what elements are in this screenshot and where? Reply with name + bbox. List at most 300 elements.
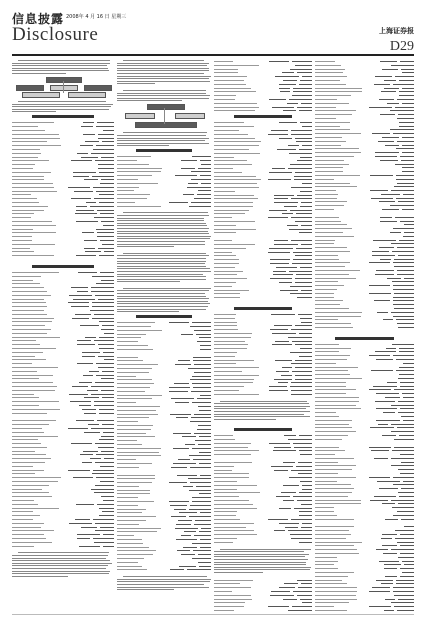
table-row	[214, 216, 312, 219]
table-row	[315, 373, 414, 376]
table-row	[315, 235, 414, 238]
table-row	[315, 590, 414, 593]
section-heading	[234, 115, 293, 118]
table-row	[12, 282, 114, 285]
table-row	[12, 495, 114, 498]
table-row	[315, 529, 414, 532]
table-row	[214, 355, 312, 358]
text-line	[12, 565, 108, 566]
table-row	[315, 510, 414, 513]
table-row	[12, 377, 114, 380]
table-row	[214, 526, 312, 529]
table-row	[12, 247, 114, 250]
table-row	[315, 582, 414, 585]
table-row	[12, 465, 114, 468]
text-line	[117, 309, 206, 310]
table-row	[315, 109, 414, 112]
text-line	[12, 571, 110, 572]
table-row	[214, 228, 312, 231]
text-line	[117, 68, 209, 69]
text-line	[12, 106, 111, 107]
section-heading	[136, 149, 192, 152]
table-row	[117, 321, 211, 324]
text-line	[117, 246, 174, 247]
text-line	[117, 279, 206, 280]
table-row	[12, 175, 114, 178]
table-row	[315, 231, 414, 234]
table-row	[117, 549, 211, 552]
table-row	[315, 396, 414, 399]
table-row	[315, 182, 414, 185]
text-line	[12, 560, 110, 561]
table-row	[12, 220, 114, 223]
table-row	[315, 388, 414, 391]
text-line	[117, 223, 206, 224]
table-row	[315, 556, 414, 559]
table-row	[315, 68, 414, 71]
table-row	[315, 499, 414, 502]
table-row	[117, 523, 211, 526]
date-line: 2008年 4 月 16 日 星期三	[66, 14, 127, 20]
diagram-box	[84, 85, 112, 91]
table-row	[315, 242, 414, 245]
table-row	[12, 419, 114, 422]
table-row	[214, 182, 312, 185]
table-row	[117, 542, 211, 545]
table-row	[315, 189, 414, 192]
table-row	[214, 582, 312, 585]
table-row	[12, 332, 114, 335]
table-row	[12, 362, 114, 365]
table-row	[117, 561, 211, 564]
text-line	[117, 263, 205, 264]
text-line	[117, 301, 208, 302]
table-row	[315, 64, 414, 67]
table-row	[117, 382, 211, 385]
masthead-rule	[12, 54, 414, 56]
table-row	[214, 340, 312, 343]
text-line	[117, 233, 209, 234]
text-line	[214, 567, 311, 568]
table-row	[315, 128, 414, 131]
text-line	[123, 253, 206, 254]
table-row	[117, 397, 211, 400]
table-row	[12, 400, 114, 403]
table-row	[315, 514, 414, 517]
table-row	[214, 75, 312, 78]
table-row	[214, 324, 312, 327]
table-row	[315, 411, 414, 414]
table-row	[117, 189, 211, 192]
table-row	[315, 269, 414, 272]
table-row	[214, 90, 312, 93]
text-line	[117, 231, 208, 232]
table-row	[315, 261, 414, 264]
text-line	[117, 78, 209, 79]
table-row	[315, 144, 414, 147]
table-row	[117, 435, 211, 438]
diagram-box	[125, 113, 155, 119]
table-row	[214, 491, 312, 494]
table-row	[315, 299, 414, 302]
table-row	[117, 511, 211, 514]
table-row	[315, 544, 414, 547]
table-row	[12, 355, 114, 358]
table-row	[315, 200, 414, 203]
table-row	[12, 393, 114, 396]
table-row	[315, 438, 414, 441]
org-diagram	[12, 77, 114, 97]
table-row	[12, 396, 114, 399]
table-row	[214, 586, 312, 589]
table-row	[12, 163, 114, 166]
table-row	[214, 296, 312, 299]
table-row	[12, 301, 114, 304]
table-row	[12, 298, 114, 301]
table-row	[315, 392, 414, 395]
text-line	[117, 579, 211, 580]
table-row	[315, 563, 414, 566]
table-row	[315, 296, 414, 299]
table-row	[12, 201, 114, 204]
table-row	[12, 254, 114, 257]
table-row	[214, 258, 312, 261]
table-row	[214, 321, 312, 324]
diagram-box	[46, 77, 82, 83]
table-row	[214, 449, 312, 452]
section-heading	[335, 337, 394, 340]
table-row	[12, 442, 114, 445]
table-row	[117, 474, 211, 477]
table-row	[315, 487, 414, 490]
table-row	[214, 186, 312, 189]
table-row	[12, 404, 114, 407]
table-row	[117, 530, 211, 533]
text-line	[117, 215, 209, 216]
diagram-box	[50, 85, 78, 91]
table-row	[214, 347, 312, 350]
table-row	[315, 571, 414, 574]
table-row	[12, 381, 114, 384]
table-row	[12, 499, 114, 502]
table-row	[214, 144, 312, 147]
table-row	[117, 344, 211, 347]
text-line	[117, 228, 209, 229]
table-row	[117, 500, 211, 503]
table-row	[315, 258, 414, 261]
table-row	[12, 370, 114, 373]
table-row	[214, 507, 312, 510]
table-row	[315, 155, 414, 158]
table-row	[12, 518, 114, 521]
table-row	[315, 292, 414, 295]
table-row	[214, 366, 312, 369]
section-heading	[32, 265, 93, 268]
table-row	[315, 280, 414, 283]
text-line	[117, 268, 210, 269]
text-line	[220, 549, 311, 550]
table-row	[117, 546, 211, 549]
table-row	[315, 495, 414, 498]
english-title: Disclosure	[12, 24, 99, 45]
text-line	[117, 138, 209, 139]
text-line	[117, 296, 206, 297]
table-row	[214, 224, 312, 227]
table-row	[12, 286, 114, 289]
text-line	[12, 63, 110, 64]
table-row	[12, 190, 114, 193]
table-row	[117, 159, 211, 162]
table-row	[117, 481, 211, 484]
text-line	[12, 68, 108, 69]
table-row	[315, 483, 414, 486]
table-row	[12, 427, 114, 430]
table-row	[214, 537, 312, 540]
table-row	[12, 216, 114, 219]
table-row	[214, 594, 312, 597]
table-row	[214, 171, 312, 174]
table-row	[117, 489, 211, 492]
table-row	[315, 223, 414, 226]
table-row	[315, 400, 414, 403]
table-row	[315, 560, 414, 563]
table-row	[214, 469, 312, 472]
table-row	[117, 340, 211, 343]
table-row	[214, 362, 312, 365]
table-row	[12, 385, 114, 388]
table-row	[117, 565, 211, 568]
table-row	[117, 508, 211, 511]
table-row	[315, 366, 414, 369]
section-title: 信息披露	[12, 12, 65, 26]
table-row	[12, 137, 114, 140]
table-row	[117, 174, 211, 177]
table-row	[214, 438, 312, 441]
text-line	[117, 70, 209, 71]
text-line	[117, 581, 210, 582]
table-row	[12, 133, 114, 136]
table-row	[214, 488, 312, 491]
table-row	[214, 60, 312, 63]
table-row	[315, 506, 414, 509]
table-row	[214, 313, 312, 316]
table-row	[214, 64, 312, 67]
text-line	[117, 93, 206, 94]
table-row	[214, 125, 312, 128]
table-row	[12, 435, 114, 438]
column-3	[214, 60, 312, 612]
table-row	[214, 522, 312, 525]
table-row	[315, 347, 414, 350]
table-row	[117, 375, 211, 378]
table-row	[315, 381, 414, 384]
table-row	[12, 389, 114, 392]
table-row	[12, 121, 114, 124]
text-line	[117, 261, 206, 262]
table-row	[12, 178, 114, 181]
table-row	[315, 407, 414, 410]
text-line	[117, 65, 207, 66]
table-row	[117, 557, 211, 560]
table-row	[12, 313, 114, 316]
text-line	[12, 73, 66, 74]
table-row	[214, 205, 312, 208]
table-row	[315, 239, 414, 242]
table-row	[214, 277, 312, 280]
table-row	[117, 504, 211, 507]
table-row	[12, 453, 114, 456]
table-row	[315, 87, 414, 90]
table-row	[214, 137, 312, 140]
table-row	[315, 60, 414, 63]
table-row	[214, 605, 312, 608]
text-line	[214, 551, 304, 552]
table-row	[315, 343, 414, 346]
diagram-box	[68, 92, 106, 98]
table-row	[315, 318, 414, 321]
table-row	[315, 575, 414, 578]
table-row	[117, 356, 211, 359]
table-row	[315, 125, 414, 128]
table-row	[117, 205, 211, 208]
org-diagram	[117, 104, 211, 128]
text-line	[117, 290, 209, 291]
table-row	[315, 594, 414, 597]
table-row	[214, 476, 312, 479]
text-line	[214, 556, 305, 557]
table-row	[214, 317, 312, 320]
table-row	[214, 514, 312, 517]
table-row	[214, 94, 312, 97]
table-row	[12, 408, 114, 411]
table-row	[315, 601, 414, 604]
table-row	[214, 442, 312, 445]
table-row	[315, 533, 414, 536]
table-row	[315, 605, 414, 608]
table-row	[12, 140, 114, 143]
table-row	[117, 386, 211, 389]
table-row	[12, 182, 114, 185]
table-row	[214, 351, 312, 354]
section-heading	[234, 428, 293, 431]
table-row	[117, 155, 211, 158]
table-row	[315, 404, 414, 407]
text-line	[117, 63, 209, 64]
table-row	[12, 197, 114, 200]
table-row	[12, 529, 114, 532]
table-row	[117, 477, 211, 480]
table-row	[117, 485, 211, 488]
table-row	[214, 270, 312, 273]
table-row	[12, 446, 114, 449]
table-row	[12, 412, 114, 415]
table-row	[12, 347, 114, 350]
text-line	[12, 573, 109, 574]
table-row	[315, 567, 414, 570]
table-row	[12, 209, 114, 212]
text-line	[220, 401, 307, 402]
table-row	[315, 377, 414, 380]
masthead	[12, 10, 414, 56]
table-row	[315, 311, 414, 314]
table-row	[117, 401, 211, 404]
table-row	[315, 147, 414, 150]
table-row	[12, 279, 114, 282]
table-row	[214, 220, 312, 223]
table-row	[117, 447, 211, 450]
text-line	[117, 258, 206, 259]
table-row	[315, 288, 414, 291]
text-line	[12, 111, 56, 112]
table-row	[315, 518, 414, 521]
table-row	[12, 537, 114, 540]
table-row	[214, 79, 312, 82]
text-line	[117, 81, 210, 82]
table-row	[117, 170, 211, 173]
table-row	[12, 503, 114, 506]
table-row	[12, 235, 114, 238]
table-row	[315, 273, 414, 276]
table-row	[315, 609, 414, 612]
text-line	[12, 109, 109, 110]
table-row	[117, 538, 211, 541]
table-row	[12, 328, 114, 331]
table-row	[315, 326, 414, 329]
table-row	[315, 303, 414, 306]
table-row	[214, 529, 312, 532]
table-row	[214, 133, 312, 136]
table-row	[315, 579, 414, 582]
text-line	[123, 90, 206, 91]
table-row	[214, 370, 312, 373]
table-row	[315, 71, 414, 74]
text-line	[214, 408, 306, 409]
table-row	[214, 446, 312, 449]
column-4	[315, 60, 414, 612]
text-line	[123, 288, 211, 289]
table-row	[315, 369, 414, 372]
table-row	[117, 553, 211, 556]
text-line	[117, 255, 209, 256]
text-line	[117, 303, 210, 304]
table-row	[214, 247, 312, 250]
table-row	[12, 144, 114, 147]
table-row	[117, 420, 211, 423]
table-row	[315, 178, 414, 181]
table-row	[214, 175, 312, 178]
table-row	[12, 484, 114, 487]
table-row	[214, 190, 312, 193]
table-row	[214, 465, 312, 468]
table-row	[12, 152, 114, 155]
table-row	[117, 451, 211, 454]
table-row	[12, 510, 114, 513]
table-row	[12, 324, 114, 327]
table-row	[117, 359, 211, 362]
table-row	[117, 413, 211, 416]
table-row	[315, 385, 414, 388]
table-row	[214, 212, 312, 215]
table-row	[12, 491, 114, 494]
table-row	[214, 389, 312, 392]
text-line	[117, 100, 182, 101]
table-row	[214, 129, 312, 132]
table-row	[315, 83, 414, 86]
table-row	[315, 491, 414, 494]
table-row	[12, 294, 114, 297]
table-row	[12, 243, 114, 246]
table-row	[315, 166, 414, 169]
